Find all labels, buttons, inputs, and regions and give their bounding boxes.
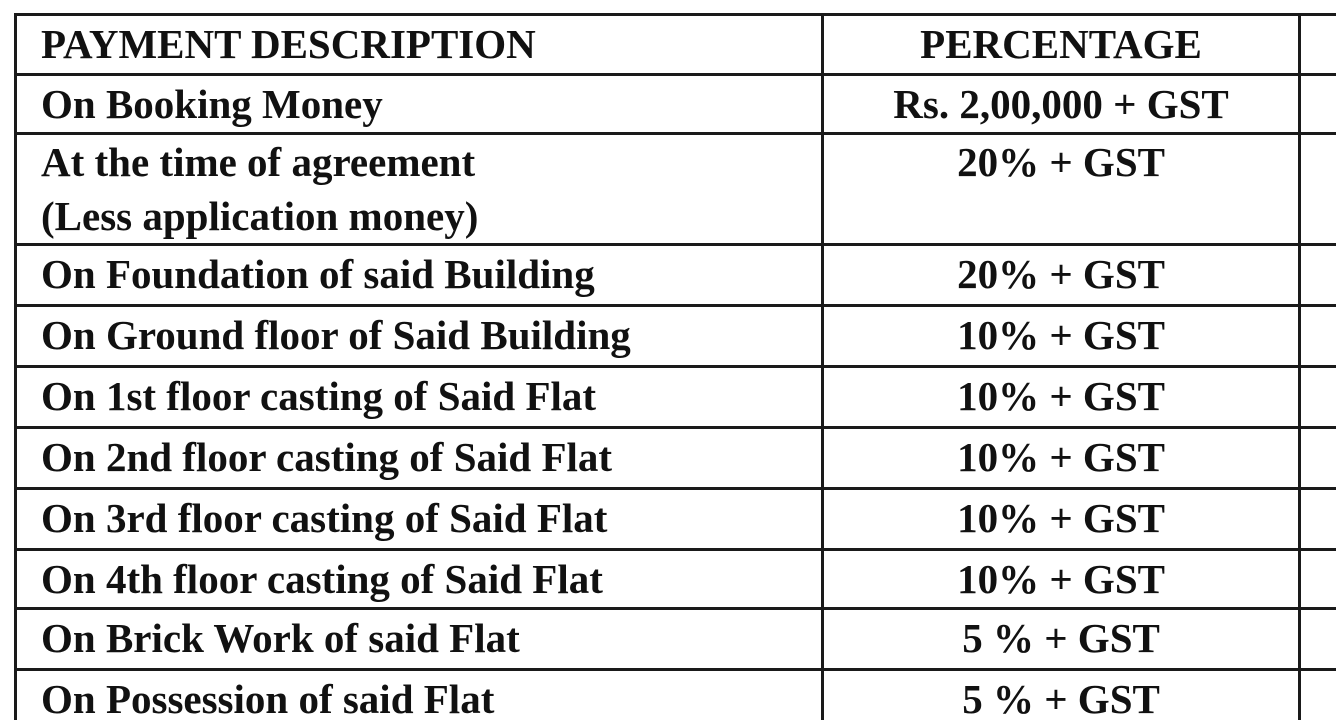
row-description: On Foundation of said Building — [16, 245, 823, 306]
payment-schedule-table — [14, 13, 1336, 720]
table-row — [16, 428, 1336, 489]
row-description: On Possession of said Flat — [16, 670, 823, 720]
table-row — [16, 134, 1336, 245]
row-percentage: Rs. 2,00,000 + GST — [823, 75, 1299, 134]
extra-column-cell — [1299, 428, 1336, 489]
extra-column-cell — [1299, 15, 1336, 75]
row-percentage: 10% + GST — [823, 367, 1299, 428]
extra-column-cell — [1299, 306, 1336, 367]
table-row — [16, 670, 1336, 720]
table-header-row — [16, 15, 1336, 75]
row-description: On 1st floor casting of Said Flat — [16, 367, 823, 428]
table-row — [16, 367, 1336, 428]
row-percentage: 5 % + GST — [823, 609, 1299, 670]
table-row — [16, 245, 1336, 306]
row-description — [16, 134, 823, 245]
row-description-line-1: At the time of agreement — [41, 139, 476, 185]
row-description: On Ground floor of Said Building — [16, 306, 823, 367]
row-description: On Booking Money — [16, 75, 823, 134]
row-description: On 3rd floor casting of Said Flat — [16, 489, 823, 550]
row-percentage: 10% + GST — [823, 428, 1299, 489]
row-percentage: 10% + GST — [823, 489, 1299, 550]
row-percentage: 5 % + GST — [823, 670, 1299, 720]
row-description: On 4th floor casting of Said Flat — [16, 550, 823, 609]
extra-column-cell — [1299, 670, 1336, 720]
row-percentage: 10% + GST — [823, 306, 1299, 367]
extra-column-cell — [1299, 609, 1336, 670]
row-description: On Brick Work of said Flat — [16, 609, 823, 670]
header-percentage: PERCENTAGE — [823, 15, 1299, 75]
row-description-line-2: (Less application money) — [41, 193, 479, 239]
table-row — [16, 489, 1336, 550]
table-row — [16, 609, 1336, 670]
row-percentage: 20% + GST — [823, 245, 1299, 306]
table-row — [16, 550, 1336, 609]
row-description: On 2nd floor casting of Said Flat — [16, 428, 823, 489]
extra-column-cell — [1299, 550, 1336, 609]
table-row — [16, 306, 1336, 367]
table-row — [16, 75, 1336, 134]
row-percentage: 20% + GST — [823, 134, 1299, 245]
extra-column-cell — [1299, 245, 1336, 306]
extra-column-cell — [1299, 134, 1336, 245]
extra-column-cell — [1299, 367, 1336, 428]
extra-column-cell — [1299, 489, 1336, 550]
header-payment-description: PAYMENT DESCRIPTION — [16, 15, 823, 75]
row-percentage: 10% + GST — [823, 550, 1299, 609]
extra-column-cell — [1299, 75, 1336, 134]
